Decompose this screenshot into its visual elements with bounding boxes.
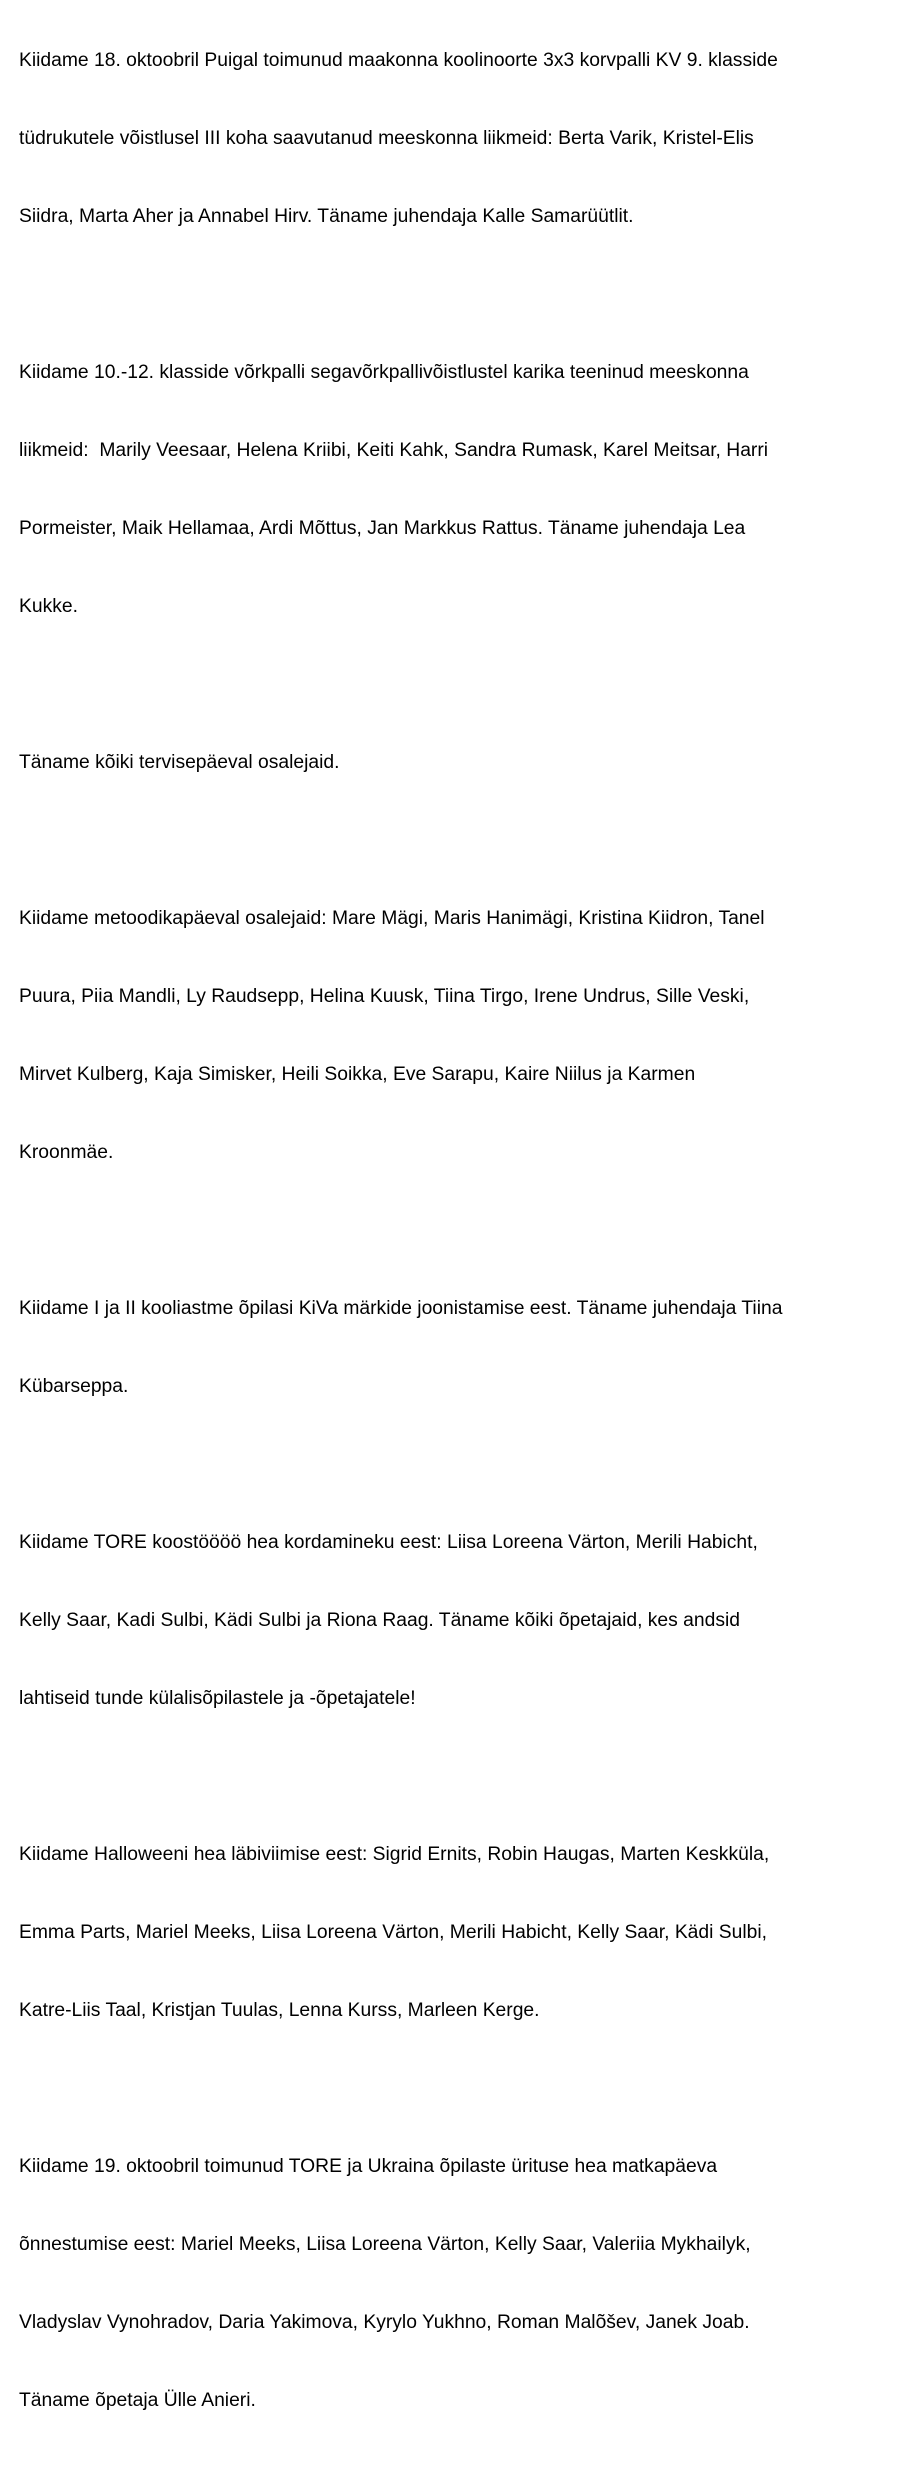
text-line: Kiidame Halloweeni hea läbiviimise eest: Sigrid Ernits, Robin Haugas, Marten Keskküla,	[19, 1844, 770, 1865]
text-line: Kiidame 19. oktoobril toimunud TORE ja Ukraina õpilaste ürituse hea matkapäeva	[19, 2156, 718, 2177]
text-line: tüdrukutele võistlusel III koha saavutanud meeskonna liikmeid: Berta Varik, Kristel-Elis	[19, 128, 754, 149]
text-line: Kelly Saar, Kadi Sulbi, Kädi Sulbi ja Riona Raag. Täname kõiki õpetajaid, kes andsid	[19, 1610, 740, 1631]
text-line: Mirvet Kulberg, Kaja Simisker, Heili Soikka, Eve Sarapu, Kaire Niilus ja Karmen	[19, 1064, 696, 1085]
document-body	[19, 0, 914, 2492]
paragraph-methodology-day	[19, 854, 914, 1218]
text-line: Katre-Liis Taal, Kristjan Tuulas, Lenna Kurss, Marleen Kerge.	[19, 2000, 540, 2021]
text-line: Kübarseppa.	[19, 1376, 129, 1397]
paragraph-health-day	[19, 698, 914, 828]
text-line: Emma Parts, Mariel Meeks, Liisa Loreena Värton, Merili Habicht, Kelly Saar, Kädi Sulbi,	[19, 1922, 767, 1943]
text-line: Puura, Piia Mandli, Ly Raudsepp, Helina Kuusk, Tiina Tirgo, Irene Undrus, Sille Veski,	[19, 986, 750, 1007]
text-line: Kiidame I ja II kooliastme õpilasi KiVa märkide joonistamise eest. Täname juhendaja Tiina	[19, 1298, 783, 1319]
paragraph-tore-cooperation	[19, 1478, 914, 1764]
paragraph-basketball	[19, 0, 914, 282]
text-line: liikmeid: Marily Veesaar, Helena Kriibi, Keiti Kahk, Sandra Rumask, Karel Meitsar, Harri	[19, 440, 769, 461]
text-line: Kiidame TORE koostöööö hea kordamineku eest: Liisa Loreena Värton, Merili Habicht,	[19, 1532, 758, 1553]
text-line: Kroonmäe.	[19, 1142, 114, 1163]
text-line: Kukke.	[19, 596, 78, 617]
text-line: Kiidame 10.-12. klasside võrkpalli segavõrkpallivõistlustel karika teeninud meeskonna	[19, 362, 749, 383]
text-line: Pormeister, Maik Hellamaa, Ardi Mõttus, Jan Markkus Rattus. Täname juhendaja Lea	[19, 518, 746, 539]
text-line: Kiidame metoodikapäeval osalejaid: Mare Mägi, Maris Hanimägi, Kristina Kiidron, Tanel	[19, 908, 765, 929]
text-line: Vladyslav Vynohradov, Daria Yakimova, Kyrylo Yukhno, Roman Malõšev, Janek Joab.	[19, 2312, 750, 2333]
paragraph-volleyball	[19, 308, 914, 672]
paragraph-halloween	[19, 1790, 914, 2076]
text-line: Kiidame 18. oktoobril Puigal toimunud maakonna koolinoorte 3x3 korvpalli KV 9. klasside	[19, 50, 778, 71]
text-line: Siidra, Marta Aher ja Annabel Hirv. Täname juhendaja Kalle Samarüütlit.	[19, 206, 634, 227]
text-line: lahtiseid tunde külalisõpilastele ja -õpetajatele!	[19, 1688, 416, 1709]
text-line: Täname kõiki tervisepäeval osalejaid.	[19, 752, 340, 773]
text-line: õnnestumise eest: Mariel Meeks, Liisa Loreena Värton, Kelly Saar, Valeriia Mykhailyk,	[19, 2234, 751, 2255]
paragraph-kiva-drawings	[19, 1244, 914, 1452]
paragraph-hiking-day	[19, 2102, 914, 2466]
text-line: Täname õpetaja Ülle Anieri.	[19, 2390, 256, 2411]
